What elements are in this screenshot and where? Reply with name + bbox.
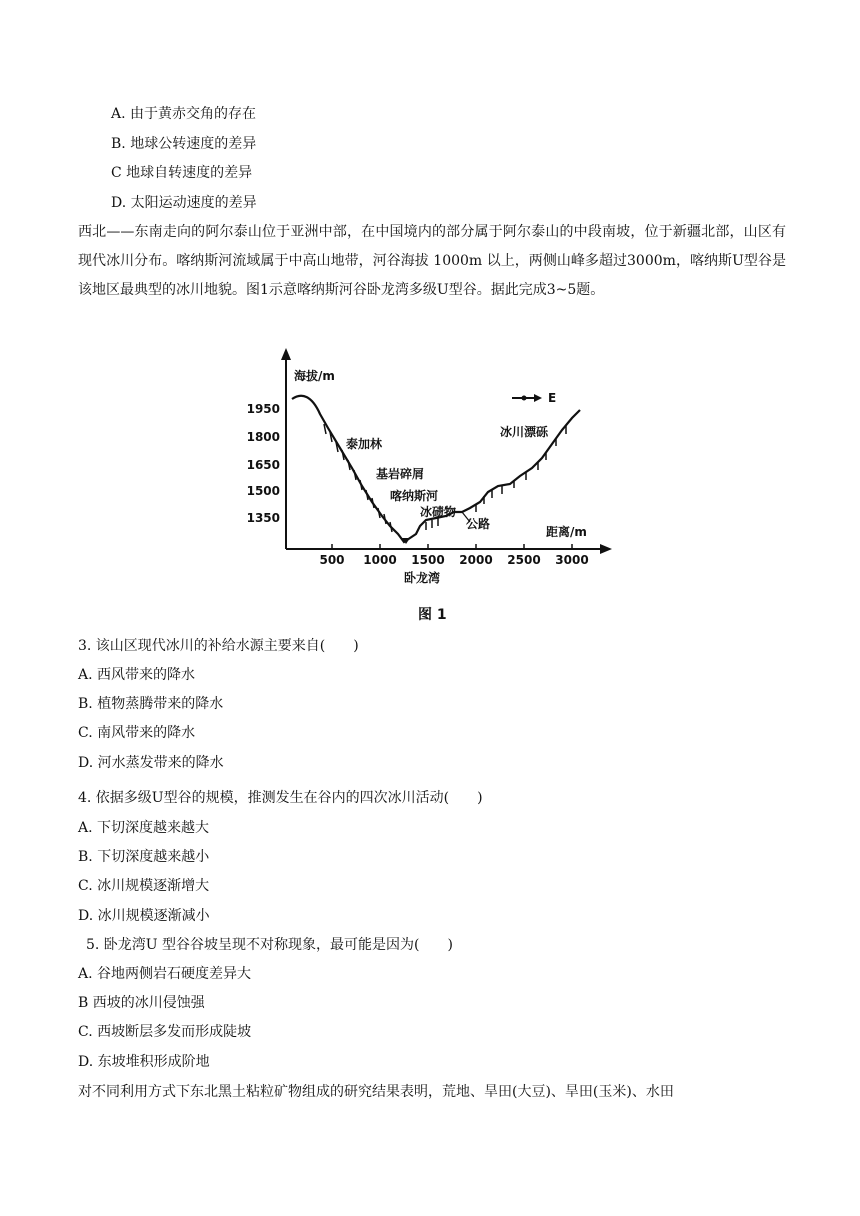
direction-label: E: [548, 391, 557, 405]
option-prev-b: B. 地球公转速度的差异: [111, 136, 257, 152]
x-tick-1000: 1000: [363, 553, 397, 567]
question-3-option-b: B. 植物蒸腾带来的降水: [78, 696, 224, 712]
x-tick-3000: 3000: [555, 553, 589, 567]
y-tick-1500: 1500: [246, 484, 280, 498]
label-road: 公路: [466, 517, 491, 531]
x-tick-2500: 2500: [507, 553, 541, 567]
question-5-option-c: C. 西坡断层多发而形成陡坡: [78, 1024, 252, 1040]
figure-1: [240, 344, 620, 598]
x-tick-1500: 1500: [411, 553, 445, 567]
question-3-option-c: C. 南风带来的降水: [78, 725, 196, 741]
question-5-option-a: A. 谷地两侧岩石硬度差异大: [78, 966, 252, 982]
question-4-option-a: A. 下切深度越来越大: [78, 820, 210, 836]
question-5-stem: 5. 卧龙湾U 型谷谷坡呈现不对称现象，最可能是因为( ): [86, 937, 453, 953]
question-4-option-c: C. 冰川规模逐渐增大: [78, 878, 210, 894]
x-tick-2000: 2000: [459, 553, 493, 567]
label-moraine: 冰碛物: [420, 505, 457, 519]
question-3-option-a: A. 西风带来的降水: [78, 667, 196, 683]
y-tick-1350: 1350: [246, 511, 280, 525]
y-axis-arrow: [281, 348, 291, 360]
question-4-option-d: D. 冰川规模逐渐减小: [78, 908, 210, 924]
question-5-option-b: B 西坡的冰川侵蚀强: [78, 995, 205, 1011]
question-4-stem: 4. 依据多级U型谷的规模，推测发生在谷内的四次冰川活动( ): [78, 790, 483, 806]
figure-caption: 图 1: [418, 607, 447, 623]
x-axis-arrow: [600, 544, 612, 554]
x-tick-500: 500: [319, 553, 345, 567]
option-prev-c: C 地球自转速度的差异: [111, 165, 253, 181]
label-kanas-river: 喀纳斯河: [390, 489, 439, 503]
place-label-wolongwan: 卧龙湾: [404, 571, 441, 585]
y-tick-1800: 1800: [246, 430, 280, 444]
y-tick-1650: 1650: [246, 458, 280, 472]
intro-paragraph: 西北——东南走向的阿尔泰山位于亚洲中部，在中国境内的部分属于阿尔泰山的中段南坡，位于新疆北部，山区有现代冰川分布。喀纳斯河流域属于中高山地带，河谷海拔 1000m 以上，两侧山峰多超过3000m，喀纳斯U型谷是该地区最典型的冰川地貌。图1示意喀纳斯河谷卧龙湾多级U型谷。据此完成3~5题。: [78, 224, 786, 298]
next-passage-text: 对不同利用方式下东北黑土粘粒矿物组成的研究结果表明，荒地、旱田(大豆)、旱田(玉米)、水田: [78, 1084, 674, 1100]
label-bedrock-debris: 基岩碎屑: [376, 467, 425, 481]
valley-profile-diagram: [240, 344, 620, 594]
question-5-option-d: D. 东坡堆积形成阶地: [78, 1054, 210, 1070]
y-axis-title: 海拔/m: [294, 369, 335, 383]
question-3-option-d: D. 河水蒸发带来的降水: [78, 755, 224, 771]
question-4-option-b: B. 下切深度越来越小: [78, 849, 210, 865]
label-taiga: 泰加林: [346, 437, 383, 451]
label-erratic-boulder: 冰川漂砾: [500, 425, 549, 439]
valley-profile-line: [292, 396, 580, 542]
y-tick-1950: 1950: [246, 402, 280, 416]
east-direction-arrow: [512, 391, 556, 405]
option-prev-a: A. 由于黄赤交角的存在: [111, 106, 257, 122]
x-axis-title: 距离/m: [546, 525, 587, 539]
question-3-stem: 3. 该山区现代冰川的补给水源主要来自( ): [78, 638, 359, 654]
option-prev-d: D. 太阳运动速度的差异: [111, 195, 257, 211]
